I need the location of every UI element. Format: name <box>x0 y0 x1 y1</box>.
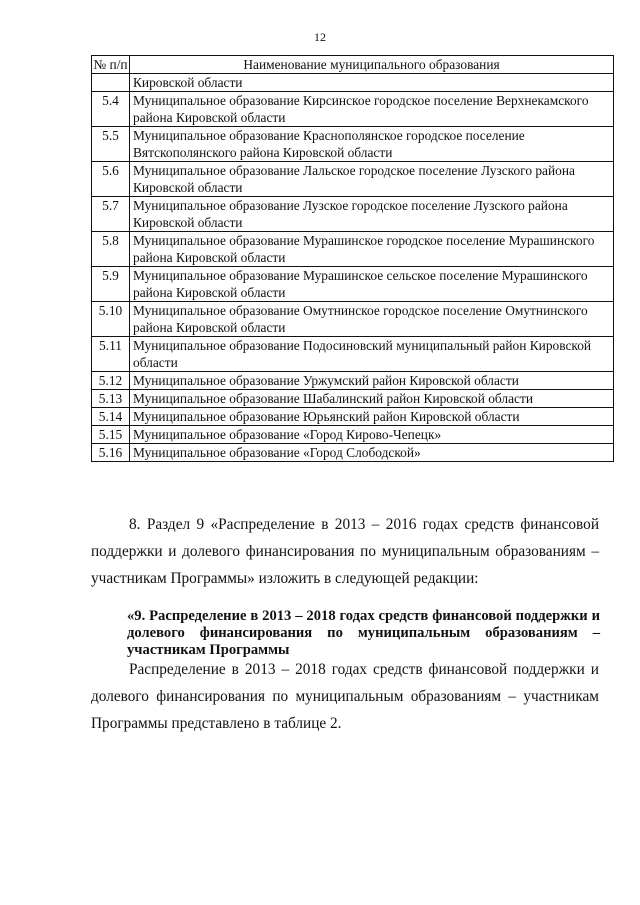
cell-name: Муниципальное образование Лузское городское поселение Лузского района Кировской области <box>130 197 614 232</box>
cell-number: 5.11 <box>92 337 130 372</box>
table-row <box>92 444 614 462</box>
municipalities-table <box>91 55 614 462</box>
column-header-number: № п/п <box>93 57 128 72</box>
table-row <box>92 267 614 302</box>
cell-number: 5.15 <box>92 426 130 444</box>
cell-number: 5.13 <box>92 390 130 408</box>
cell-name: Муниципальное образование Шабалинский район Кировской области <box>130 390 614 408</box>
cell-number: 5.4 <box>92 92 130 127</box>
cell-name: Муниципальное образование Кирсинское городское поселение Верхнекамского района Кировской области <box>130 92 614 127</box>
cell-number: 5.12 <box>92 372 130 390</box>
paragraph-8: 8. Раздел 9 «Распределение в 2013 – 2016 годах средств финансовой поддержки и долевого финансирования по муниципальным образованиям – участникам Программы» изложить в следующей редакции: <box>91 516 599 587</box>
table-row-continuation <box>92 74 614 92</box>
page-number: 12 <box>314 30 326 44</box>
table-header-row <box>92 56 614 74</box>
cell-number: 5.9 <box>92 267 130 302</box>
cell-name: Муниципальное образование Мурашинское городское поселение Мурашинского района Кировской области <box>130 232 614 267</box>
table-row <box>92 426 614 444</box>
cell-name: Кировской области <box>130 74 614 92</box>
cell-name: Муниципальное образование Краснополянское городское поселение Вятскополянского района Кировской области <box>130 127 614 162</box>
cell-name: Муниципальное образование Юрьянский район Кировской области <box>130 408 614 426</box>
table-row <box>92 302 614 337</box>
cell-name: Муниципальное образование Омутнинское городское поселение Омутнинского района Кировской области <box>130 302 614 337</box>
cell-number: 5.10 <box>92 302 130 337</box>
table-row <box>92 197 614 232</box>
table-row <box>92 337 614 372</box>
column-header-name: Наименование муниципального образования <box>130 56 614 74</box>
cell-name: Муниципальное образование Мурашинское сельское поселение Мурашинского района Кировской области <box>130 267 614 302</box>
cell-name: Муниципальное образование Уржумский район Кировской области <box>130 372 614 390</box>
cell-name: Муниципальное образование «Город Кирово-Чепецк» <box>130 426 614 444</box>
table-row <box>92 162 614 197</box>
section-9-heading: «9. Распределение в 2013 – 2018 годах средств финансовой поддержки и долевого финансирования по муниципальным образованиям – участникам Программы <box>127 608 600 658</box>
cell-name: Муниципальное образование Подосиновский муниципальный район Кировской области <box>130 337 614 372</box>
table-row <box>92 372 614 390</box>
table-row <box>92 232 614 267</box>
cell-number: 5.7 <box>92 197 130 232</box>
table-row <box>92 408 614 426</box>
cell-name: Муниципальное образование Лальское городское поселение Лузского района Кировской области <box>130 162 614 197</box>
table-row <box>92 390 614 408</box>
table-row <box>92 92 614 127</box>
cell-number: 5.14 <box>92 408 130 426</box>
cell-number: 5.8 <box>92 232 130 267</box>
cell-name: Муниципальное образование «Город Слободской» <box>130 444 614 462</box>
paragraph-9: Распределение в 2013 – 2018 годах средств финансовой поддержки и долевого финансирования по муниципальным образованиям – участникам Программы представлено в таблице 2. <box>91 661 599 732</box>
cell-number <box>92 74 130 92</box>
cell-number: 5.6 <box>92 162 130 197</box>
table-row <box>92 127 614 162</box>
cell-number: 5.5 <box>92 127 130 162</box>
cell-number: 5.16 <box>92 444 130 462</box>
